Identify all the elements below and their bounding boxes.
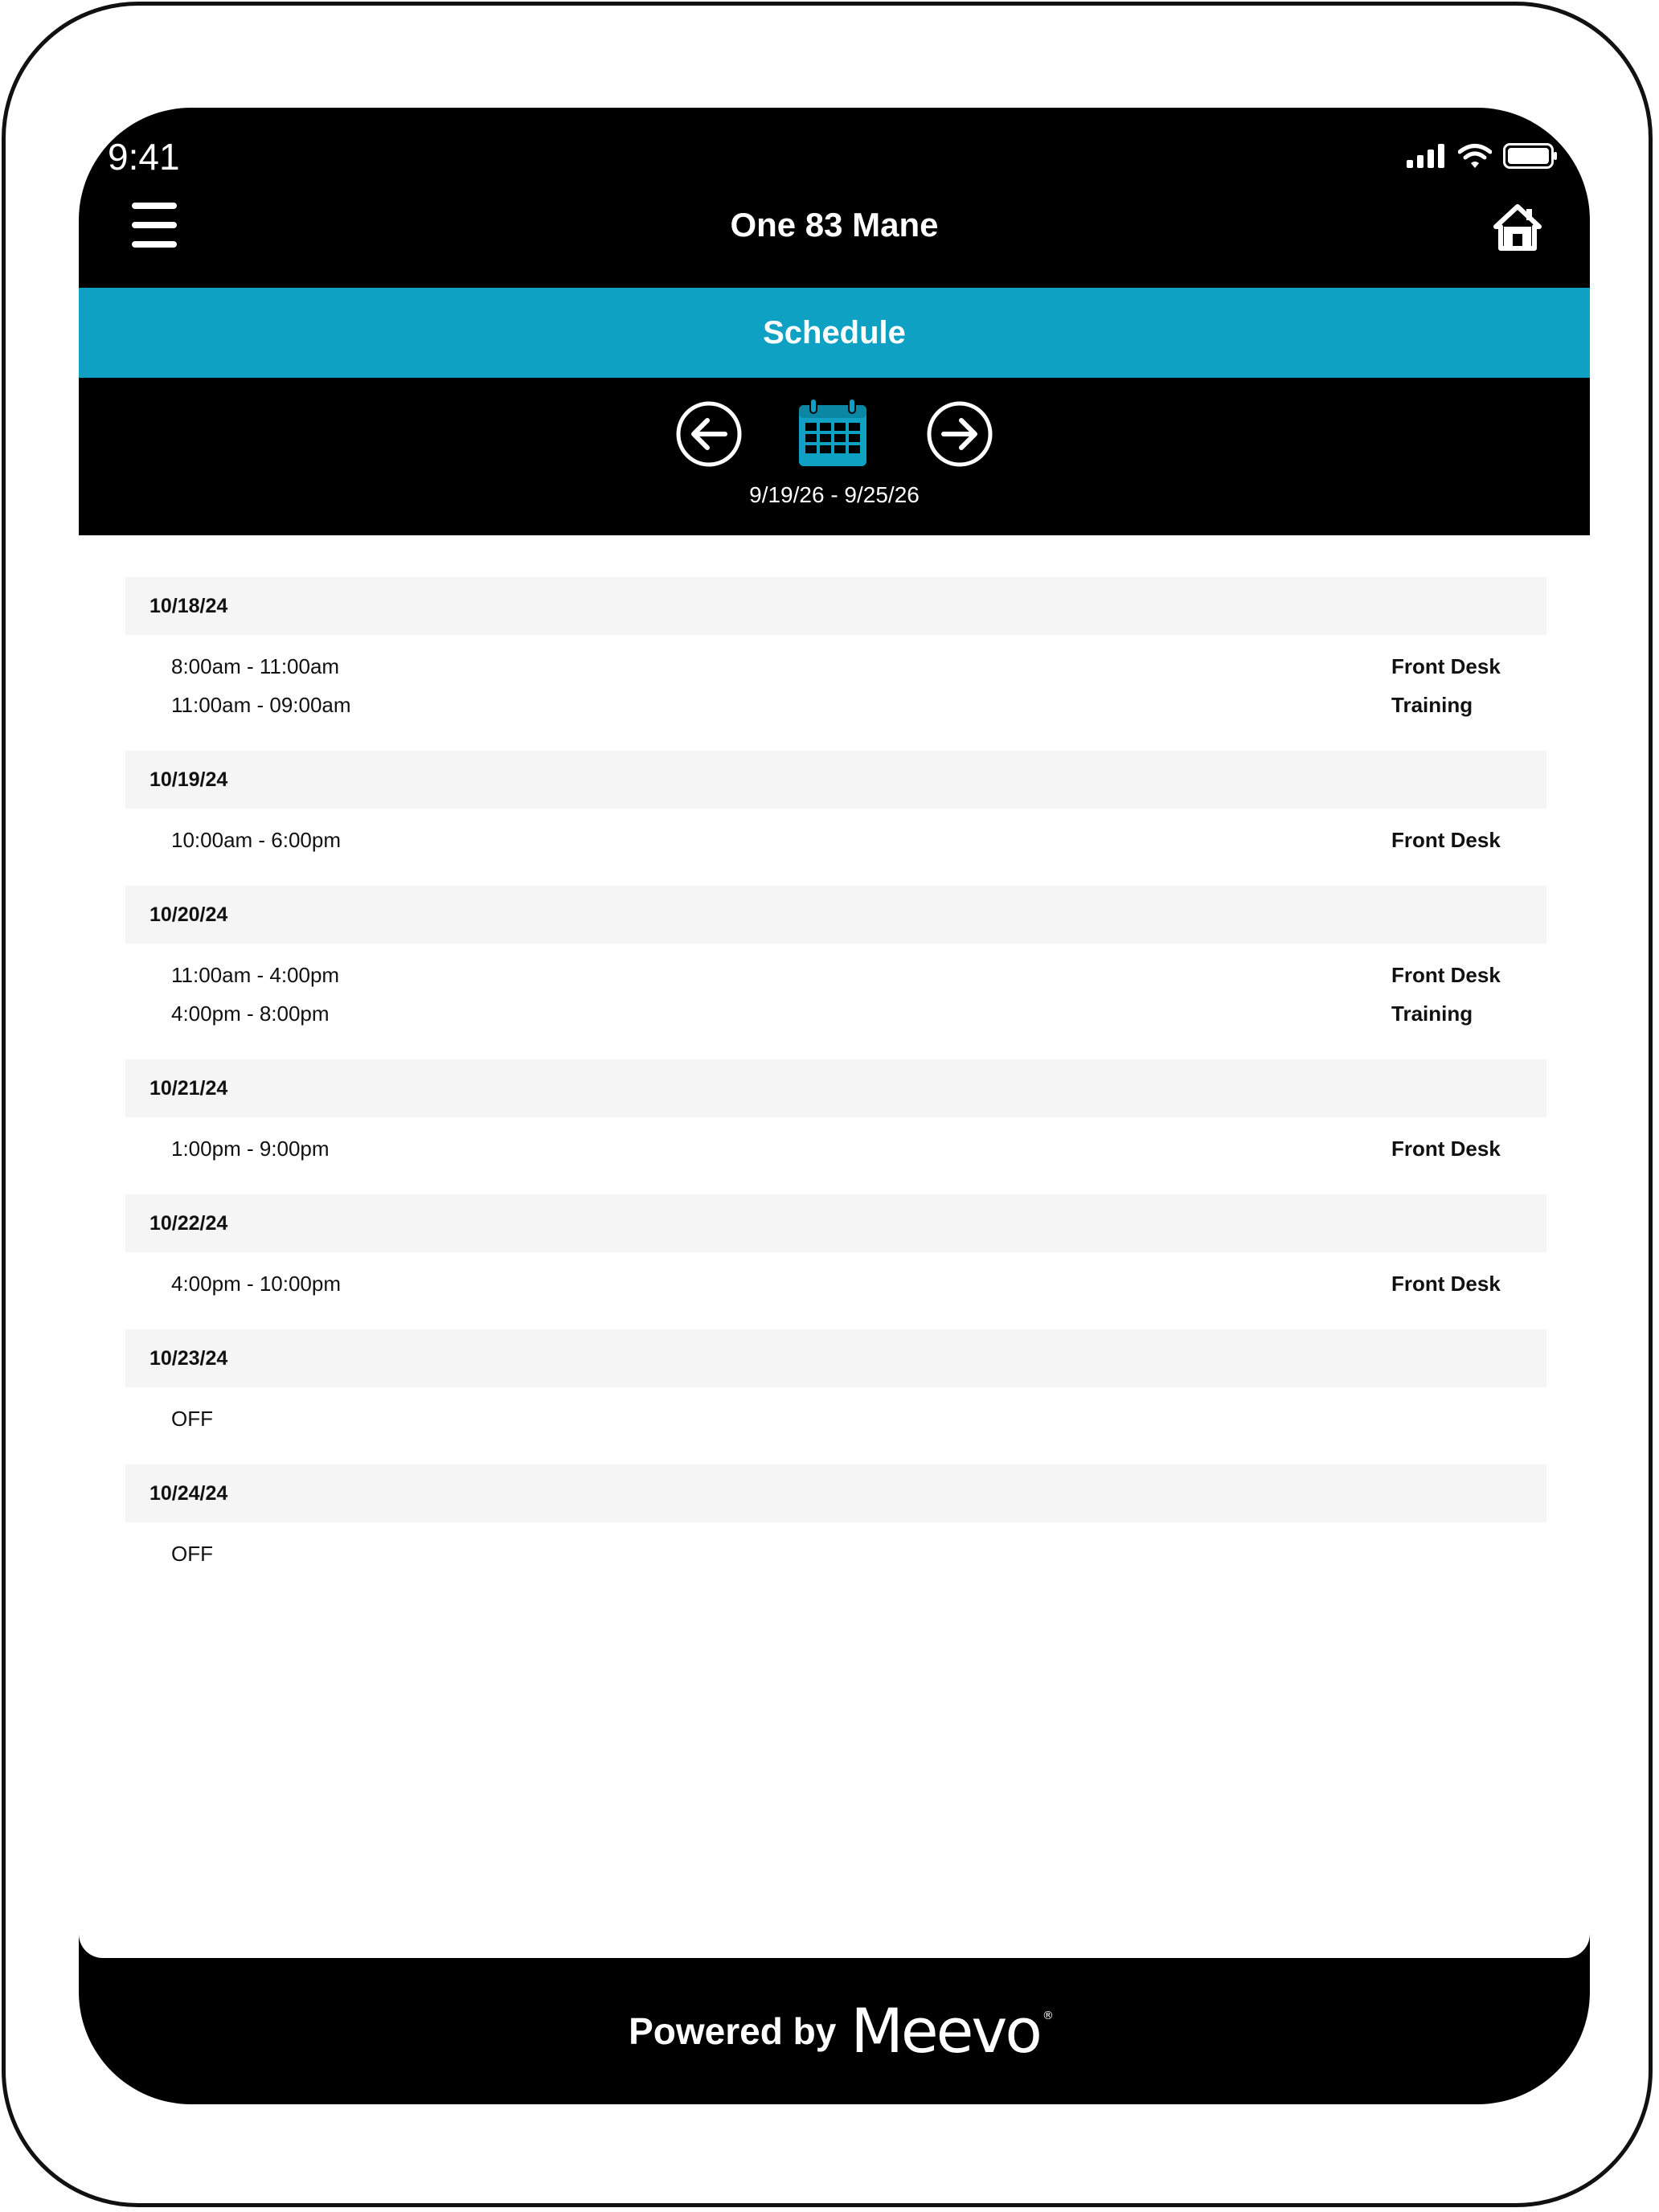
shift-row <box>125 1130 1546 1169</box>
shift-role: Front Desk <box>1391 1137 1501 1161</box>
day-date-header: 10/21/24 <box>125 1059 1546 1117</box>
day-date-header: 10/22/24 <box>125 1194 1546 1252</box>
schedule-list <box>125 577 1546 1600</box>
signal-icon <box>1407 144 1447 168</box>
home-icon[interactable] <box>1493 204 1542 251</box>
meevo-logo <box>850 1995 1051 2067</box>
battery-icon <box>1503 143 1558 169</box>
day-group <box>125 751 1546 886</box>
shift-role: Front Desk <box>1391 654 1501 678</box>
shift-row <box>125 686 1546 725</box>
day-date-header: 10/20/24 <box>125 886 1546 944</box>
meevo-logo-text: Meevo <box>850 1995 1040 2067</box>
shift-role: Front Desk <box>1391 828 1501 852</box>
shift-row <box>125 1265 1546 1304</box>
day-date-header: 10/23/24 <box>125 1329 1546 1387</box>
day-group <box>125 1059 1546 1194</box>
shift-list <box>125 1117 1546 1194</box>
calendar-icon[interactable] <box>796 397 870 469</box>
shift-list <box>125 1252 1546 1329</box>
shift-role: Front Desk <box>1391 963 1501 987</box>
shift-time: 11:00am - 09:00am <box>171 693 351 717</box>
app-screen <box>79 108 1590 2104</box>
week-navigator <box>79 378 1590 535</box>
registered-mark: ® <box>1042 2009 1051 2022</box>
shift-time: 4:00pm - 10:00pm <box>171 1272 342 1296</box>
schedule-bar <box>79 288 1590 378</box>
shift-row <box>125 648 1546 686</box>
shift-list <box>125 635 1546 751</box>
wifi-icon <box>1458 143 1492 169</box>
shift-row <box>125 1535 1546 1574</box>
day-group <box>125 886 1546 1059</box>
shift-row <box>125 821 1546 860</box>
shift-list <box>125 944 1546 1059</box>
schedule-title: Schedule <box>763 314 906 350</box>
shift-time: 10:00am - 6:00pm <box>171 828 342 852</box>
app-header <box>79 188 1590 288</box>
shift-row <box>125 995 1546 1034</box>
powered-by <box>79 1995 1590 2067</box>
shift-list <box>125 1522 1546 1600</box>
day-group <box>125 1464 1546 1600</box>
shift-row <box>125 1400 1546 1439</box>
day-date-header: 10/18/24 <box>125 577 1546 635</box>
powered-by-text: Powered by <box>629 2009 837 2052</box>
shift-time: 11:00am - 4:00pm <box>171 963 340 987</box>
day-date-header: 10/19/24 <box>125 751 1546 809</box>
status-time: 9:41 <box>108 136 180 178</box>
status-icons <box>1407 143 1558 169</box>
shift-time: OFF <box>171 1542 213 1566</box>
footer <box>79 1958 1590 2104</box>
shift-time: 8:00am - 11:00am <box>171 654 340 678</box>
shift-time: OFF <box>171 1407 213 1431</box>
day-date-header: 10/24/24 <box>125 1464 1546 1522</box>
status-bar <box>79 108 1590 188</box>
shift-role: Training <box>1391 693 1473 717</box>
arrow-right-circle-icon[interactable] <box>926 400 993 468</box>
shift-role: Training <box>1391 1002 1473 1026</box>
day-group <box>125 1194 1546 1329</box>
arrow-left-circle-icon[interactable] <box>675 400 743 468</box>
shift-list <box>125 1387 1546 1464</box>
app-title: One 83 Mane <box>730 206 939 244</box>
shift-list <box>125 809 1546 886</box>
shift-role: Front Desk <box>1391 1272 1501 1296</box>
shift-time: 4:00pm - 8:00pm <box>171 1002 330 1026</box>
shift-row <box>125 956 1546 995</box>
day-group <box>125 577 1546 751</box>
footer-lip <box>79 1929 1590 1958</box>
day-group <box>125 1329 1546 1464</box>
shift-time: 1:00pm - 9:00pm <box>171 1137 330 1161</box>
week-range: 9/19/26 - 9/25/26 <box>749 482 920 507</box>
